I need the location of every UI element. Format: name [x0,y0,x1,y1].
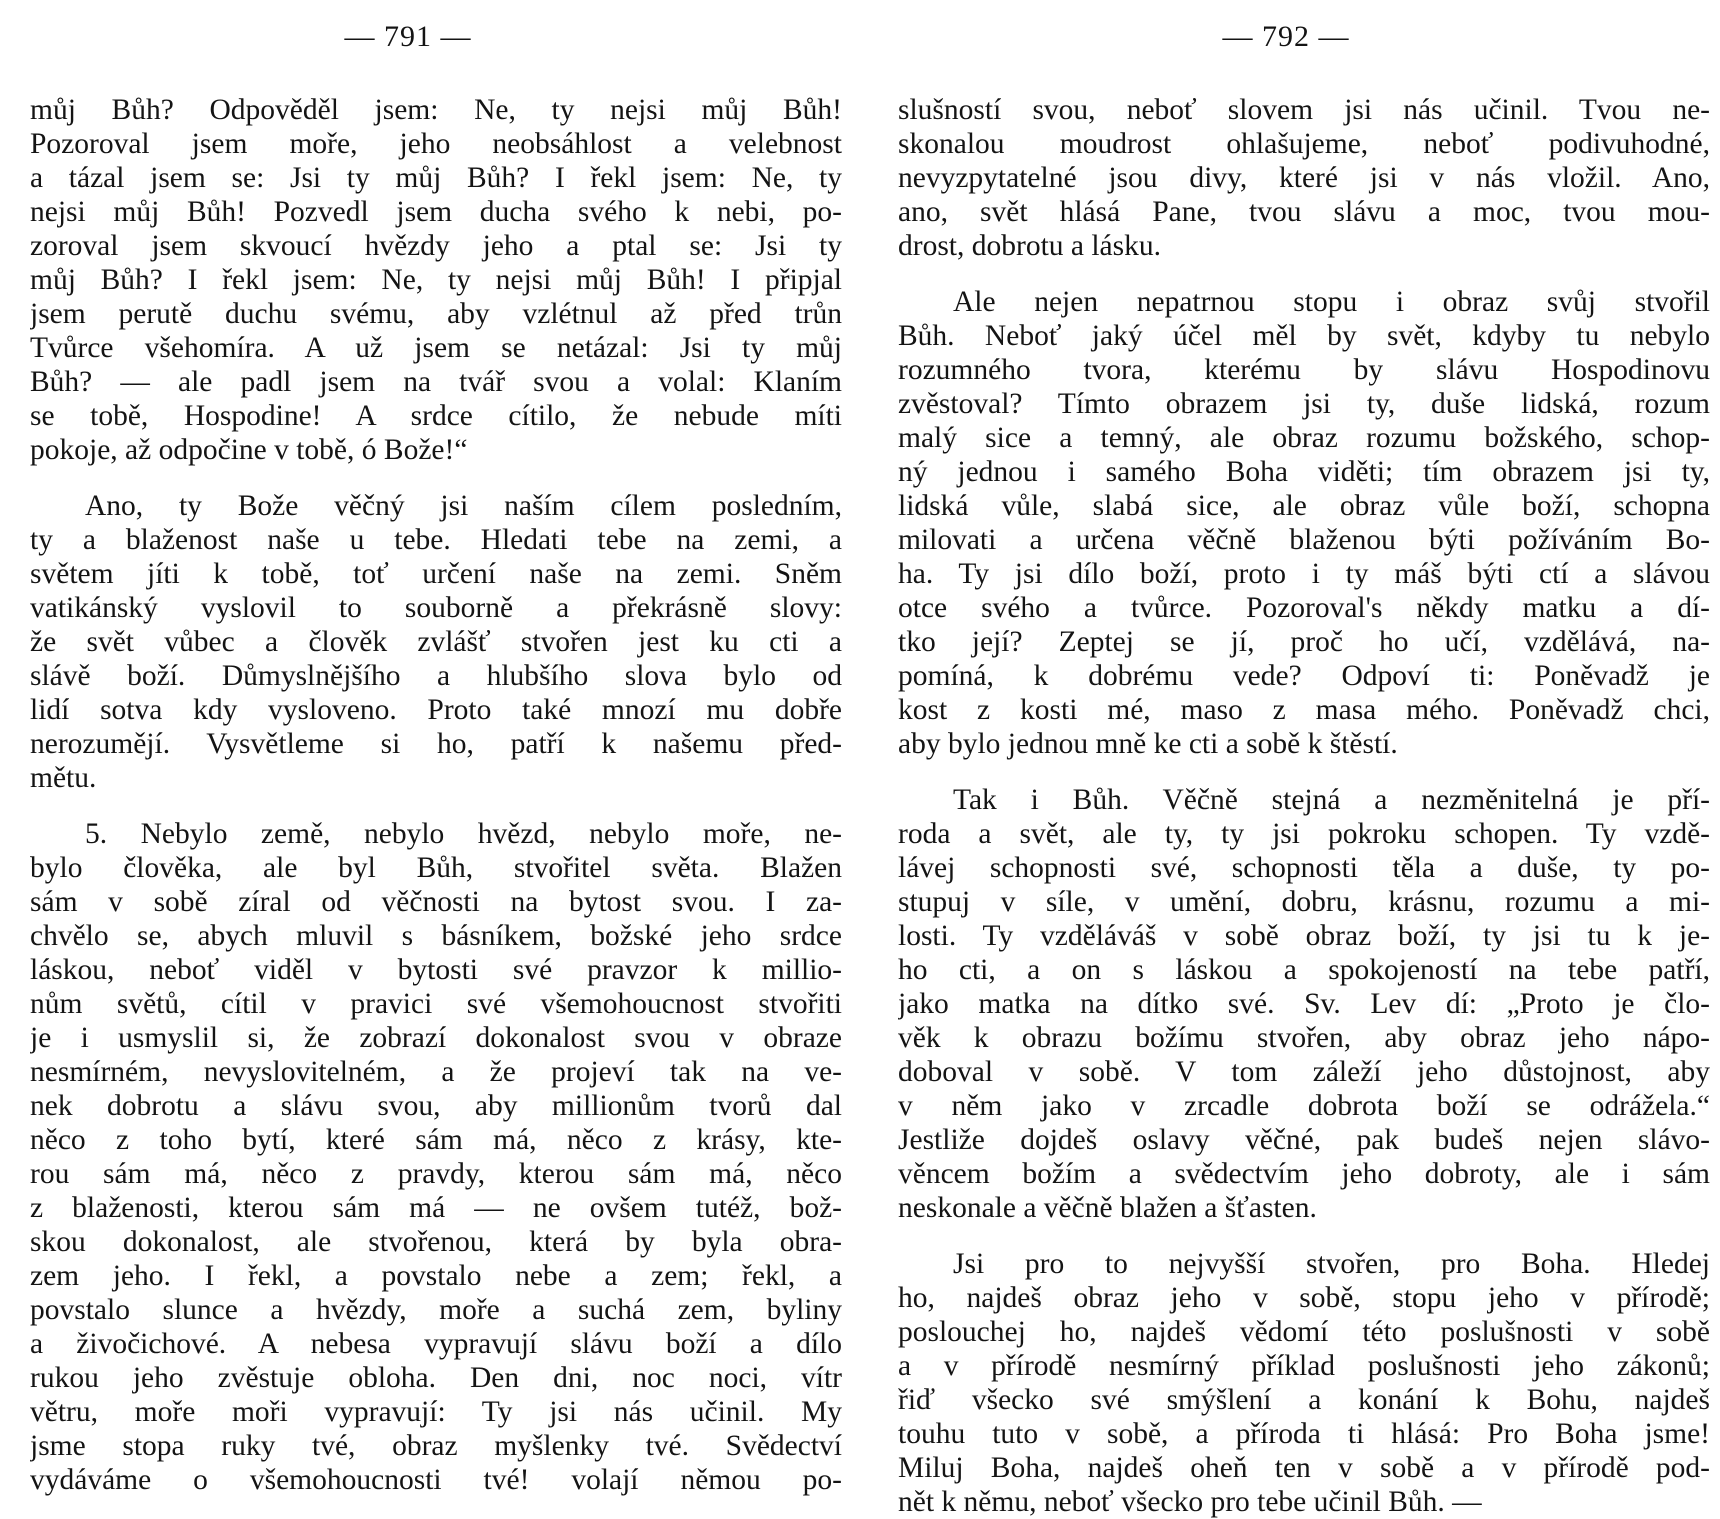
text-line: Bůh? — ale padl jsem na tvář svou a volal: Klaním [30,366,842,398]
left-page-text [30,93,842,1497]
text-line: skou dokonalost, ale stvořenou, která by byla obra- [30,1226,842,1258]
text-line: zem jeho. I řekl, a povstalo nebe a zem; řekl, a [30,1260,842,1292]
text-line: Jestliže dojdeš oslavy věčné, pak budeš nejen slávo- [898,1124,1710,1156]
paragraph [898,1247,1710,1519]
paragraph [30,817,842,1497]
text-line: v něm jako v zrcadle dobrota boží se odrážela.“ [898,1090,1710,1122]
text-line: a tázal jsem se: Jsi ty můj Bůh? I řekl jsem: Ne, ty [30,162,842,194]
text-line: pomíná, k dobrému vede? Odpoví ti: Poněvadž je [898,660,1710,692]
text-line: drost, dobrotu a lásku. [898,230,1162,262]
text-line: doboval v sobě. V tom záleží jeho důstojnost, aby [898,1056,1710,1088]
text-line: jsem perutě duchu svému, aby vzlétnul až před trůn [30,298,842,330]
text-line: chvělo se, abych mluvil s básníkem, božské jeho srdce [30,920,842,952]
text-line: zvěstoval? Tímto obrazem jsi ty, duše lidská, rozum [898,388,1710,420]
text-line: skonalou moudrost ohlašujeme, neboť podivuhodné, [898,128,1710,160]
paragraph [898,285,1710,761]
text-line: losti. Ty vzděláváš v sobě obraz boží, ty jsi tu k je- [898,920,1710,952]
text-line: je i usmyslil si, že zobrazí dokonalost svou v obraze [30,1022,842,1054]
text-line: nerozumějí. Vysvětleme si ho, patří k našemu před- [30,728,842,760]
text-line: Tvůrce všehomíra. A už jsem se netázal: Jsi ty můj [30,332,842,364]
text-line: 5. Nebylo země, nebylo hvězd, nebylo moře, ne- [85,818,842,850]
text-line: povstalo slunce a hvězdy, moře a suchá zem, byliny [30,1294,842,1326]
text-line: Tak i Bůh. Věčně stejná a nezměnitelná je pří- [953,784,1710,816]
text-line: řiď všecko své smýšlení a konání k Bohu, najdeš [898,1384,1710,1416]
text-line: Pozoroval jsem moře, jeho neobsáhlost a velebnost [30,128,842,160]
text-line: vydáváme o všemohoucnosti tvé! volají němou po- [30,1464,842,1496]
text-line: nevyzpytatelné jsou divy, které jsi v nás vložil. Ano, [898,162,1710,194]
paragraph [898,783,1710,1225]
left-page [30,0,842,1500]
text-line: tko její? Zeptej se jí, proč ho učí, vzdělává, na- [898,626,1710,658]
text-line: milovati a určena věčně blaženou býti požíváním Bo- [898,524,1710,556]
text-line: malý sice a temný, ale obraz rozumu božského, schop- [898,422,1710,454]
paragraph [30,489,842,795]
page-number-right: — 792 — [1222,20,1350,53]
text-line: sám v sobě zíral od věčnosti na bytost svou. I za- [30,886,842,918]
text-line: zoroval jsem skvoucí hvězdy jeho a ptal se: Jsi ty [30,230,842,262]
paragraph-gap [898,263,1710,285]
paragraph [30,93,842,467]
text-line: se tobě, Hospodine! A srdce cítilo, že nebude míti [30,400,842,432]
text-line: z blaženosti, kterou sám má — ne ovšem tutéž, bož- [30,1192,842,1224]
text-line: Bůh. Neboť jaký účel měl by svět, kdyby tu nebylo [898,320,1710,352]
text-line: bylo člověka, ale byl Bůh, stvořitel světa. Blažen [30,852,842,884]
text-line: ho cti, a on s láskou a spokojeností na tebe patří, [898,954,1710,986]
text-line: otce svého a tvůrce. Pozoroval's někdy matku a dí- [898,592,1710,624]
text-line: ho, najdeš obraz jeho v sobě, stopu jeho v přírodě; [898,1282,1710,1314]
text-line: a živočichové. A nebesa vypravují slávu boží a dílo [30,1328,842,1360]
text-line: nejsi můj Bůh! Pozvedl jsem ducha svého k nebi, po- [30,196,842,228]
paragraph-gap [898,1225,1710,1247]
text-line: něco z toho bytí, které sám má, něco z krásy, kte- [30,1124,842,1156]
text-line: lidí sotva kdy vysloveno. Proto také mnozí mu dobře [30,694,842,726]
text-line: neskonale a věčně blažen a šťasten. [898,1192,1317,1224]
text-line: věncem božím a svědectvím jeho dobroty, ale i sám [898,1158,1710,1190]
text-line: jako matka na dítko své. Sv. Lev dí: „Proto je člo- [898,988,1710,1020]
text-line: pokoje, až odpočine v tobě, ó Bože!“ [30,434,468,466]
text-line: větru, moře moři vypravují: Ty jsi nás učinil. My [30,1396,842,1428]
text-line: jsme stopa ruky tvé, obraz myšlenky tvé. Svědectví [30,1430,842,1462]
text-line: kost z kosti mé, maso z masa mého. Poněvadž chci, [898,694,1710,726]
text-line: nesmírném, nevyslovitelném, a že projeví tak na ve- [30,1056,842,1088]
text-line: stupuj v síle, v umění, dobru, krásnu, rozumu a mi- [898,886,1710,918]
text-line: rou sám má, něco z pravdy, kterou sám má, něco [30,1158,842,1190]
text-line: světem jíti k tobě, toť určení naše na zemi. Sněm [30,558,842,590]
text-line: slušností svou, neboť slovem jsi nás učinil. Tvou ne- [898,94,1710,126]
text-line: poslouchej ho, najdeš vědomí této poslušnosti v sobě [898,1316,1710,1348]
text-line: vatikánský vyslovil to souborně a překrásně slovy: [30,592,842,624]
text-line: nům světů, cítil v pravici své všemohoucnost stvořiti [30,988,842,1020]
text-line: můj Bůh? I řekl jsem: Ne, ty nejsi můj Bůh! I připjal [30,264,842,296]
text-line: nek dobrotu a slávu svou, aby millionům tvorů dal [30,1090,842,1122]
text-line: lidská vůle, slabá sice, ale obraz vůle boží, schopna [898,490,1710,522]
text-line: a v přírodě nesmírný příklad poslušnosti jeho zákonů; [898,1350,1710,1382]
text-line: věk k obrazu božímu stvořen, aby obraz jeho nápo- [898,1022,1710,1054]
text-line: mětu. [30,762,97,794]
paragraph-gap [898,761,1710,783]
paragraph [898,93,1710,263]
text-line: ný jednou i samého Boha viděti; tím obrazem jsi ty, [898,456,1710,488]
text-line: ano, svět hlásá Pane, tvou slávu a moc, tvou mou- [898,196,1710,228]
text-line: že svět vůbec a člověk zvlášť stvořen jest ku cti a [30,626,842,658]
text-line: Ale nejen nepatrnou stopu i obraz svůj stvořil [953,286,1710,318]
right-page [898,0,1710,1518]
text-line: Miluj Boha, najdeš oheň ten v sobě a v přírodě pod- [898,1452,1710,1484]
text-line: ty a blaženost naše u tebe. Hledati tebe na zemi, a [30,524,842,556]
text-line: ha. Ty jsi dílo boží, proto i ty máš býti ctí a slávou [898,558,1710,590]
text-line: lávej schopnosti své, schopnosti těla a duše, ty po- [898,852,1710,884]
text-line: Jsi pro to nejvyšší stvořen, pro Boha. Hledej [953,1248,1710,1280]
text-line: rozumného tvora, kterému by slávu Hospodinovu [898,354,1710,386]
text-line: aby bylo jednou mně ke cti a sobě k štěstí. [898,728,1398,760]
text-line: touhu tuto v sobě, a příroda ti hlásá: Pro Boha jsme! [898,1418,1710,1450]
paragraph-gap [30,795,842,817]
text-line: rukou jeho zvěstuje obloha. Den dni, noc noci, vítr [30,1362,842,1394]
text-line: můj Bůh? Odpověděl jsem: Ne, ty nejsi můj Bůh! [30,94,842,126]
text-line: Ano, ty Bože věčný jsi naším cílem posledním, [85,490,842,522]
text-line: láskou, neboť viděl v bytosti své pravzor k millio- [30,954,842,986]
page-number-left: — 791 — [344,20,472,53]
text-line: nět k němu, neboť všecko pro tebe učinil Bůh. — [898,1486,1482,1518]
right-page-text [898,93,1710,1519]
text-line: roda a svět, ale ty, ty jsi pokroku schopen. Ty vzdě- [898,818,1710,850]
paragraph-gap [30,467,842,489]
text-line: slávě boží. Důmyslnějšího a hlubšího slova bylo od [30,660,842,692]
